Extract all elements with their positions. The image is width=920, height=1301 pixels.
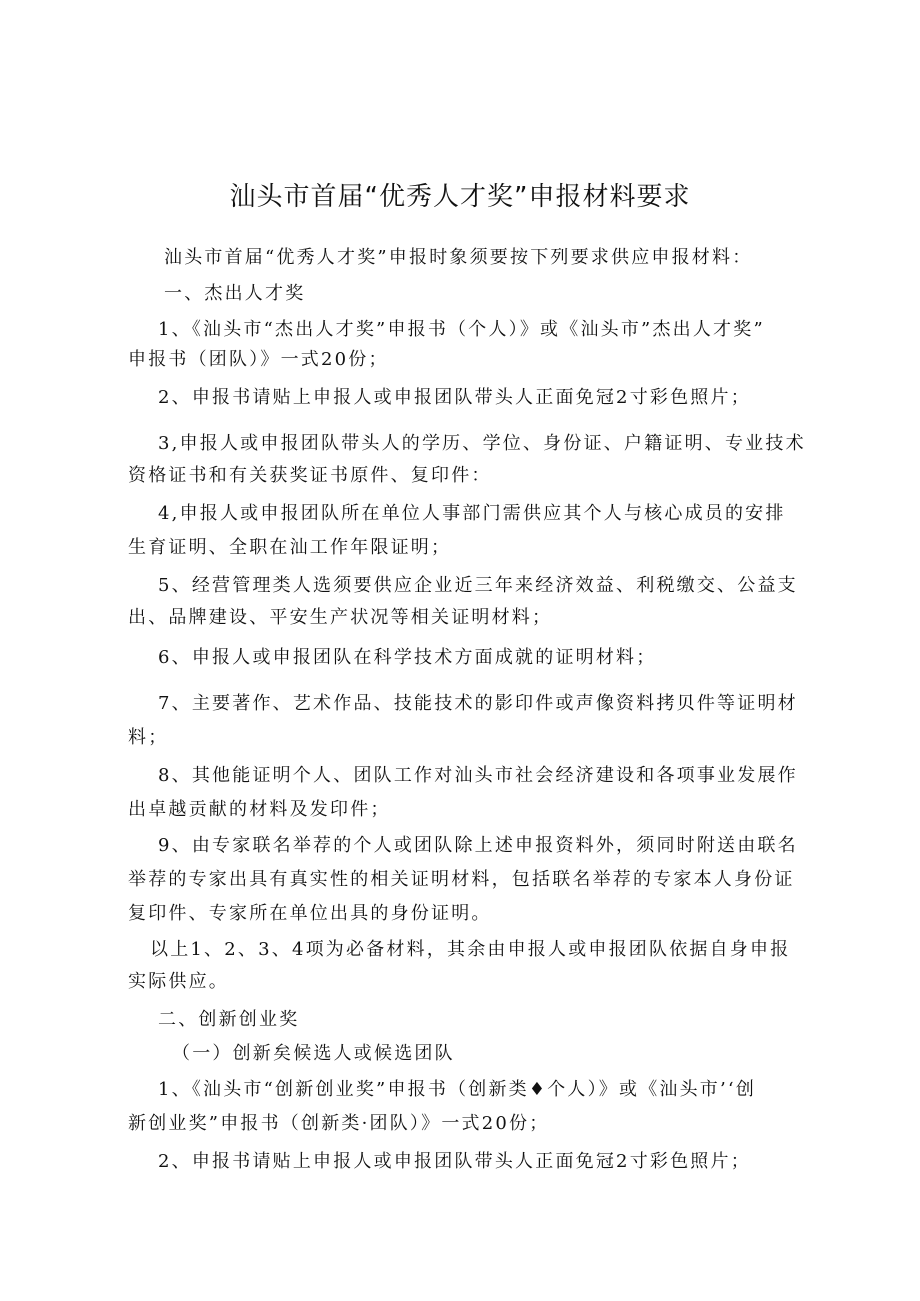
s1-item3-line1: 3,申报人或申报团队带头人的学历、学位、身份证、户籍证明、专业技术: [158, 433, 806, 454]
s1-item2: 2、申报书请贴上申报人或申报团队带头人正面免冠2寸彩色照片；: [158, 387, 751, 408]
s1-item7-line1: 7、主要著作、艺术作品、技能技术的影印件或声像资料拷贝件等证明材: [158, 693, 798, 714]
page-title: 汕头市首届“优秀人才奖”申报材料要求: [229, 182, 691, 212]
s1-note-line1: 以上1、2、3、4项为必备材料，其余由申报人或申报团队依据自身申报: [150, 939, 791, 960]
section1-heading: 一、杰出人才奖: [164, 283, 306, 304]
s1-item9-line3: 复印件、专家所在单位出具的身份证明。: [128, 903, 492, 924]
section2-heading: 二、创新创业奖: [158, 1009, 300, 1030]
s1-item1-line2: 申报书（团队）》一式20份；: [128, 349, 389, 370]
s1-item1-line1: 1、《汕头市“杰出人才奖”申报书（个人）》或《汕头市”杰出人才奖”: [158, 319, 765, 340]
s1-item5-line1: 5、经营管理类人选须要供应企业近三年来经济效益、利税缴交、公益支: [158, 575, 798, 596]
s1-item6: 6、申报人或申报团队在科学技术方面成就的证明材料；: [158, 647, 657, 668]
s1-item5-line2: 出、品牌建设、平安生产状况等相关证明材料；: [128, 607, 553, 628]
s1-item8-line1: 8、其他能证明个人、团队工作对汕头市社会经济建设和各项事业发展作: [158, 765, 798, 786]
s2-item1-line1: 1、《汕头市“创新创业奖”申报书（创新类♦个人）》或《汕头市’‘创: [158, 1079, 757, 1100]
section2-subheading: （一）创新矣候选人或候选团队: [172, 1043, 455, 1064]
s1-note-line2: 实际供应。: [128, 971, 229, 992]
s1-item4-line2: 生育证明、全职在汕工作年限证明；: [128, 537, 452, 558]
s1-item4-line1: 4,申报人或申报团队所在单位人事部门需供应其个人与核心成员的安排: [158, 503, 786, 524]
s2-item1-line2: 新创业奖”申报书（创新类·团队）》一式20份；: [128, 1113, 550, 1134]
s1-item9-line1: 9、由专家联名举荐的个人或团队除上述申报资料外，须同时附送由联名: [158, 835, 798, 856]
s2-item2: 2、申报书请贴上申报人或申报团队带头人正面免冠2寸彩色照片；: [158, 1151, 751, 1172]
s1-item3-line2: 资格证书和有关获奖证书原件、复印件：: [128, 465, 492, 486]
s1-item9-line2: 举荐的专家出具有真实性的相关证明材料，包括联名举荐的专家本人身份证: [128, 869, 795, 890]
s1-item8-line2: 出卓越贡献的材料及发印件；: [128, 799, 391, 820]
intro-text: 汕头市首届“优秀人才奖”申报时象须要按下列要求供应申报材料：: [164, 247, 753, 268]
s1-item7-line2: 料；: [128, 727, 169, 748]
